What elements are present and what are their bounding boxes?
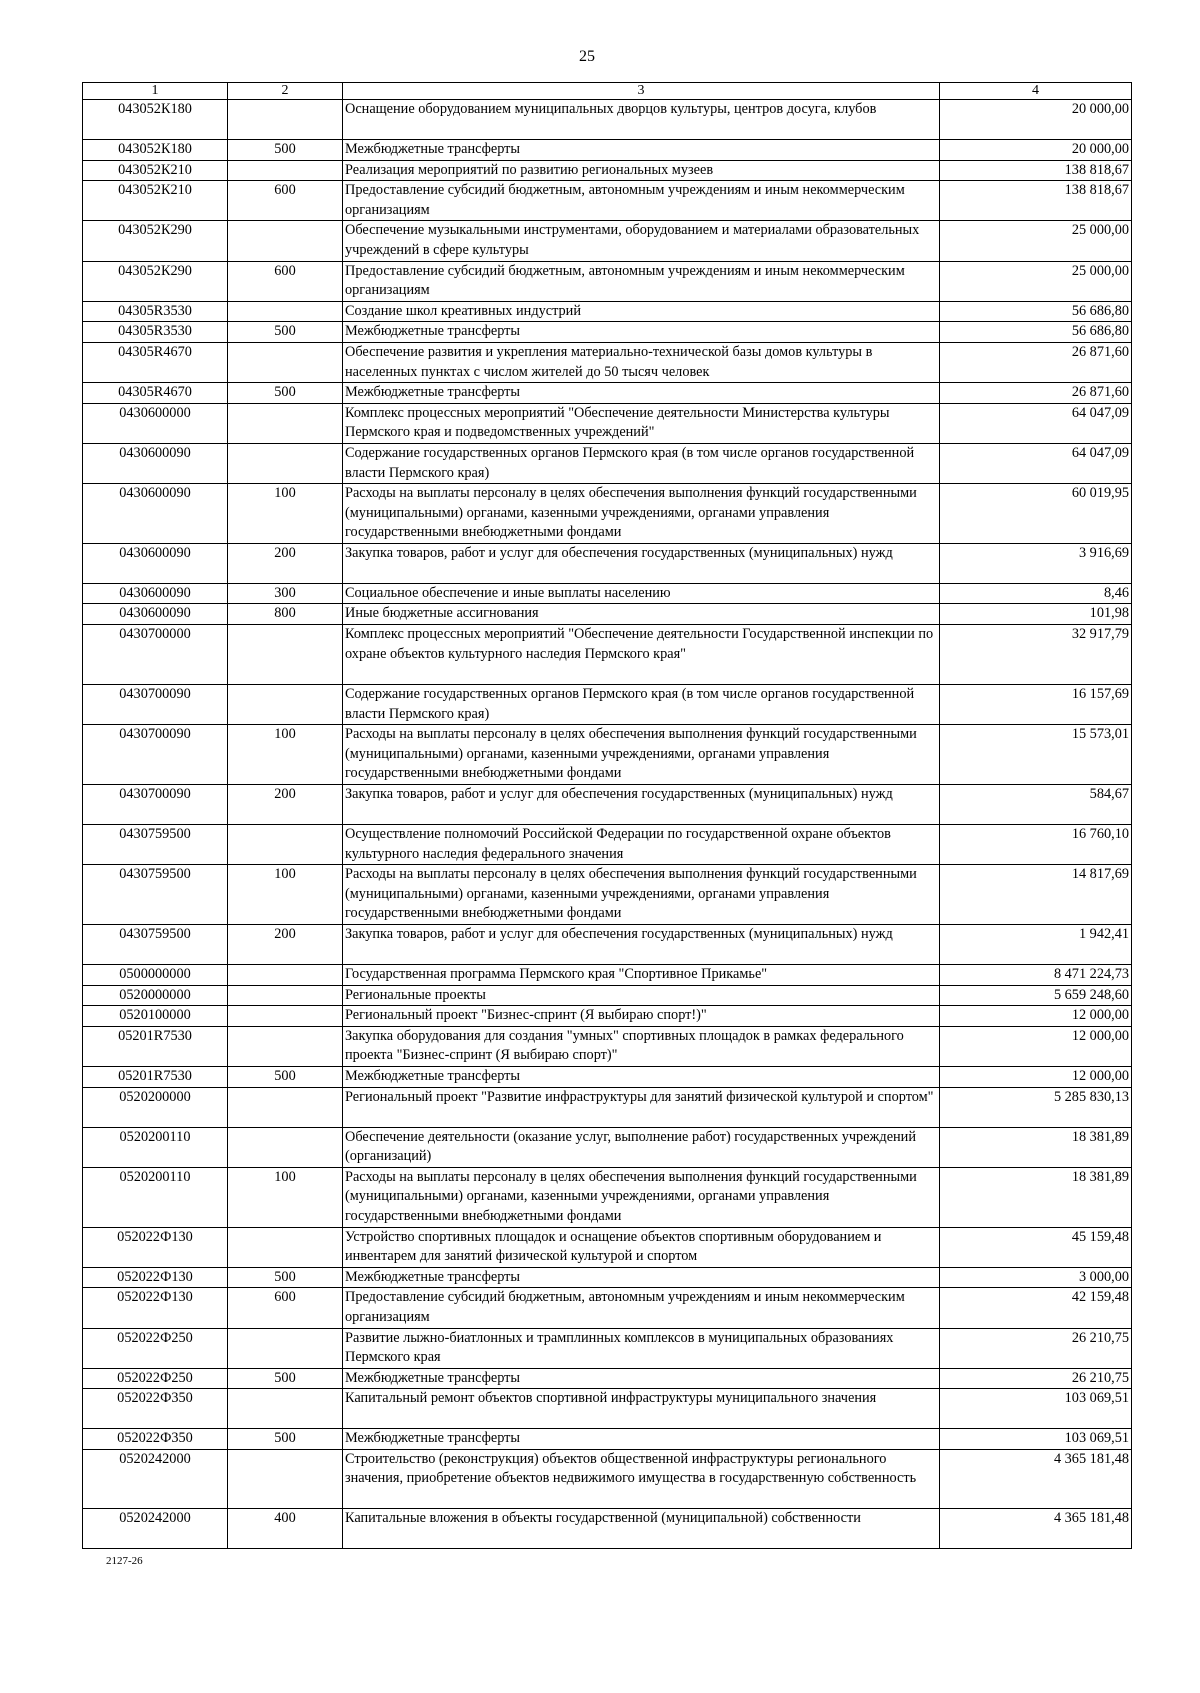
description-cell: Развитие лыжно-биатлонных и трамплинных комплексов в муниципальных образованиях Пермского края xyxy=(343,1328,940,1368)
target-code-cell: 04305R3530 xyxy=(83,301,228,322)
expense-type-cell xyxy=(228,221,343,261)
column-header-3: 3 xyxy=(343,83,940,100)
description-cell: Комплекс процессных мероприятий "Обеспечение деятельности Министерства культуры Пермского края и подведомственных учреждений" xyxy=(343,403,940,443)
expense-type-cell xyxy=(228,100,343,140)
amount-cell: 26 210,75 xyxy=(940,1368,1132,1389)
description-cell: Обеспечение развития и укрепления материально-технической базы домов культуры в населенных пунктах с числом жителей до 50 тысяч человек xyxy=(343,342,940,382)
table-row xyxy=(83,1429,1132,1450)
amount-cell: 138 818,67 xyxy=(940,160,1132,181)
table-row xyxy=(83,825,1132,865)
expense-type-cell xyxy=(228,160,343,181)
target-code-cell: 0430759500 xyxy=(83,865,228,925)
description-cell: Закупка оборудования для создания "умных" спортивных площадок в рамках федерального проекта "Бизнес-спринт (Я выбираю спорт)" xyxy=(343,1026,940,1066)
table-header-row xyxy=(83,83,1132,100)
table-row xyxy=(83,965,1132,986)
expense-type-cell xyxy=(228,342,343,382)
table-row xyxy=(83,685,1132,725)
amount-cell: 60 019,95 xyxy=(940,484,1132,544)
description-cell: Содержание государственных органов Пермского края (в том числе органов государственной власти Пермского края) xyxy=(343,685,940,725)
target-code-cell: 0430700090 xyxy=(83,685,228,725)
amount-cell: 26 871,60 xyxy=(940,383,1132,404)
target-code-cell: 0520242000 xyxy=(83,1449,228,1508)
column-header-1: 1 xyxy=(83,83,228,100)
table-row xyxy=(83,160,1132,181)
description-cell: Закупка товаров, работ и услуг для обеспечения государственных (муниципальных) нужд xyxy=(343,785,940,825)
table-row xyxy=(83,301,1132,322)
expense-type-cell xyxy=(228,1127,343,1167)
target-code-cell: 052022Ф130 xyxy=(83,1227,228,1267)
amount-cell: 56 686,80 xyxy=(940,301,1132,322)
description-cell: Расходы на выплаты персоналу в целях обеспечения выполнения функций государственными (муниципальными) органами, казенными учреждениями, органами управления государственными внебюджетными фондами xyxy=(343,484,940,544)
table-row xyxy=(83,1127,1132,1167)
expense-type-cell: 300 xyxy=(228,583,343,604)
expense-type-cell xyxy=(228,965,343,986)
table-row xyxy=(83,625,1132,685)
table-row xyxy=(83,1449,1132,1508)
amount-cell: 16 157,69 xyxy=(940,685,1132,725)
target-code-cell: 0430600090 xyxy=(83,484,228,544)
target-code-cell: 0430600090 xyxy=(83,583,228,604)
expense-type-cell: 500 xyxy=(228,1267,343,1288)
expense-type-cell: 500 xyxy=(228,1429,343,1450)
amount-cell: 12 000,00 xyxy=(940,1026,1132,1066)
description-cell: Закупка товаров, работ и услуг для обеспечения государственных (муниципальных) нужд xyxy=(343,925,940,965)
description-cell: Устройство спортивных площадок и оснащение объектов спортивным оборудованием и инвентарем для занятий физической культурой и спортом xyxy=(343,1227,940,1267)
amount-cell: 3 000,00 xyxy=(940,1267,1132,1288)
budget-table xyxy=(82,82,1132,1549)
table-row xyxy=(83,925,1132,965)
amount-cell: 45 159,48 xyxy=(940,1227,1132,1267)
table-row xyxy=(83,181,1132,221)
table-row xyxy=(83,725,1132,785)
table-row xyxy=(83,484,1132,544)
amount-cell: 32 917,79 xyxy=(940,625,1132,685)
table-row xyxy=(83,1167,1132,1227)
expense-type-cell: 100 xyxy=(228,725,343,785)
target-code-cell: 043052К210 xyxy=(83,181,228,221)
table-row xyxy=(83,100,1132,140)
amount-cell: 20 000,00 xyxy=(940,140,1132,161)
description-cell: Межбюджетные трансферты xyxy=(343,322,940,343)
amount-cell: 26 210,75 xyxy=(940,1328,1132,1368)
amount-cell: 138 818,67 xyxy=(940,181,1132,221)
description-cell: Государственная программа Пермского края "Спортивное Прикамье" xyxy=(343,965,940,986)
table-row xyxy=(83,1267,1132,1288)
amount-cell: 3 916,69 xyxy=(940,543,1132,583)
table-row xyxy=(83,604,1132,625)
table-row xyxy=(83,221,1132,261)
target-code-cell: 0430600090 xyxy=(83,604,228,625)
target-code-cell: 0430700090 xyxy=(83,725,228,785)
expense-type-cell xyxy=(228,1389,343,1429)
expense-type-cell: 500 xyxy=(228,1368,343,1389)
amount-cell: 18 381,89 xyxy=(940,1167,1132,1227)
table-row xyxy=(83,1026,1132,1066)
amount-cell: 64 047,09 xyxy=(940,403,1132,443)
amount-cell: 25 000,00 xyxy=(940,221,1132,261)
amount-cell: 42 159,48 xyxy=(940,1288,1132,1328)
description-cell: Региональный проект "Развитие инфраструктуры для занятий физической культурой и спортом" xyxy=(343,1087,940,1127)
table-row xyxy=(83,1087,1132,1127)
target-code-cell: 05201R7530 xyxy=(83,1066,228,1087)
description-cell: Иные бюджетные ассигнования xyxy=(343,604,940,625)
amount-cell: 1 942,41 xyxy=(940,925,1132,965)
expense-type-cell xyxy=(228,625,343,685)
amount-cell: 18 381,89 xyxy=(940,1127,1132,1167)
target-code-cell: 043052К180 xyxy=(83,100,228,140)
description-cell: Межбюджетные трансферты xyxy=(343,1066,940,1087)
amount-cell: 5 659 248,60 xyxy=(940,985,1132,1006)
table-row xyxy=(83,865,1132,925)
description-cell: Капитальные вложения в объекты государственной (муниципальной) собственности xyxy=(343,1508,940,1548)
amount-cell: 12 000,00 xyxy=(940,1066,1132,1087)
expense-type-cell: 200 xyxy=(228,543,343,583)
column-header-2: 2 xyxy=(228,83,343,100)
description-cell: Региональный проект "Бизнес-спринт (Я выбираю спорт!)" xyxy=(343,1006,940,1027)
target-code-cell: 043052К290 xyxy=(83,261,228,301)
expense-type-cell: 600 xyxy=(228,181,343,221)
description-cell: Расходы на выплаты персоналу в целях обеспечения выполнения функций государственными (муниципальными) органами, казенными учреждениями, органами управления государственными внебюджетными фондами xyxy=(343,725,940,785)
table-body xyxy=(83,100,1132,1549)
expense-type-cell: 500 xyxy=(228,140,343,161)
amount-cell: 5 285 830,13 xyxy=(940,1087,1132,1127)
description-cell: Закупка товаров, работ и услуг для обеспечения государственных (муниципальных) нужд xyxy=(343,543,940,583)
amount-cell: 14 817,69 xyxy=(940,865,1132,925)
expense-type-cell xyxy=(228,1026,343,1066)
target-code-cell: 0520200000 xyxy=(83,1087,228,1127)
expense-type-cell: 600 xyxy=(228,1288,343,1328)
amount-cell: 15 573,01 xyxy=(940,725,1132,785)
amount-cell: 25 000,00 xyxy=(940,261,1132,301)
amount-cell: 8,46 xyxy=(940,583,1132,604)
table-row xyxy=(83,1389,1132,1429)
description-cell: Реализация мероприятий по развитию региональных музеев xyxy=(343,160,940,181)
amount-cell: 56 686,80 xyxy=(940,322,1132,343)
expense-type-cell xyxy=(228,443,343,483)
description-cell: Межбюджетные трансферты xyxy=(343,383,940,404)
target-code-cell: 0430700000 xyxy=(83,625,228,685)
expense-type-cell: 100 xyxy=(228,484,343,544)
amount-cell: 12 000,00 xyxy=(940,1006,1132,1027)
expense-type-cell xyxy=(228,1449,343,1508)
description-cell: Осуществление полномочий Российской Федерации по государственной охране объектов культурного наследия федерального значения xyxy=(343,825,940,865)
column-header-4: 4 xyxy=(940,83,1132,100)
description-cell: Расходы на выплаты персоналу в целях обеспечения выполнения функций государственными (муниципальными) органами, казенными учреждениями, органами управления государственными внебюджетными фондами xyxy=(343,865,940,925)
amount-cell: 584,67 xyxy=(940,785,1132,825)
target-code-cell: 0520100000 xyxy=(83,1006,228,1027)
amount-cell: 20 000,00 xyxy=(940,100,1132,140)
target-code-cell: 043052К210 xyxy=(83,160,228,181)
target-code-cell: 043052К290 xyxy=(83,221,228,261)
expense-type-cell: 100 xyxy=(228,865,343,925)
target-code-cell: 0520200110 xyxy=(83,1167,228,1227)
target-code-cell: 043052К180 xyxy=(83,140,228,161)
expense-type-cell: 600 xyxy=(228,261,343,301)
target-code-cell: 05201R7530 xyxy=(83,1026,228,1066)
expense-type-cell xyxy=(228,1227,343,1267)
description-cell: Капитальный ремонт объектов спортивной инфраструктуры муниципального значения xyxy=(343,1389,940,1429)
description-cell: Комплекс процессных мероприятий "Обеспечение деятельности Государственной инспекции по охране объектов культурного наследия Пермского края" xyxy=(343,625,940,685)
target-code-cell: 0430600000 xyxy=(83,403,228,443)
amount-cell: 64 047,09 xyxy=(940,443,1132,483)
expense-type-cell: 100 xyxy=(228,1167,343,1227)
expense-type-cell xyxy=(228,1328,343,1368)
amount-cell: 26 871,60 xyxy=(940,342,1132,382)
expense-type-cell: 400 xyxy=(228,1508,343,1548)
table-row xyxy=(83,261,1132,301)
expense-type-cell xyxy=(228,1087,343,1127)
table-row xyxy=(83,543,1132,583)
target-code-cell: 052022Ф250 xyxy=(83,1368,228,1389)
description-cell: Предоставление субсидий бюджетным, автономным учреждениям и иным некоммерческим организациям xyxy=(343,1288,940,1328)
target-code-cell: 0520000000 xyxy=(83,985,228,1006)
amount-cell: 16 760,10 xyxy=(940,825,1132,865)
target-code-cell: 04305R4670 xyxy=(83,383,228,404)
target-code-cell: 052022Ф130 xyxy=(83,1288,228,1328)
expense-type-cell xyxy=(228,1006,343,1027)
table-row xyxy=(83,140,1132,161)
target-code-cell: 052022Ф350 xyxy=(83,1389,228,1429)
amount-cell: 103 069,51 xyxy=(940,1389,1132,1429)
target-code-cell: 0430700090 xyxy=(83,785,228,825)
table-row xyxy=(83,985,1132,1006)
target-code-cell: 0430600090 xyxy=(83,543,228,583)
target-code-cell: 04305R4670 xyxy=(83,342,228,382)
description-cell: Предоставление субсидий бюджетным, автономным учреждениям и иным некоммерческим организациям xyxy=(343,181,940,221)
amount-cell: 4 365 181,48 xyxy=(940,1508,1132,1548)
target-code-cell: 0430759500 xyxy=(83,825,228,865)
description-cell: Межбюджетные трансферты xyxy=(343,140,940,161)
description-cell: Строительство (реконструкция) объектов общественной инфраструктуры регионального значения, приобретение объектов недвижимого имущества в государственную собственность xyxy=(343,1449,940,1508)
table-row xyxy=(83,1288,1132,1328)
target-code-cell: 0430600090 xyxy=(83,443,228,483)
target-code-cell: 0500000000 xyxy=(83,965,228,986)
document-id: 2127-26 xyxy=(106,1555,143,1567)
amount-cell: 101,98 xyxy=(940,604,1132,625)
description-cell: Обеспечение музыкальными инструментами, оборудованием и материалами образовательных учреждений в сфере культуры xyxy=(343,221,940,261)
amount-cell: 103 069,51 xyxy=(940,1429,1132,1450)
expense-type-cell: 500 xyxy=(228,322,343,343)
description-cell: Межбюджетные трансферты xyxy=(343,1429,940,1450)
description-cell: Межбюджетные трансферты xyxy=(343,1267,940,1288)
amount-cell: 4 365 181,48 xyxy=(940,1449,1132,1508)
table-row xyxy=(83,403,1132,443)
description-cell: Обеспечение деятельности (оказание услуг, выполнение работ) государственных учреждений (организаций) xyxy=(343,1127,940,1167)
target-code-cell: 0520200110 xyxy=(83,1127,228,1167)
expense-type-cell xyxy=(228,301,343,322)
page-number: 25 xyxy=(579,48,595,65)
table-row xyxy=(83,1006,1132,1027)
expense-type-cell xyxy=(228,685,343,725)
amount-cell: 8 471 224,73 xyxy=(940,965,1132,986)
target-code-cell: 04305R3530 xyxy=(83,322,228,343)
expense-type-cell: 800 xyxy=(228,604,343,625)
description-cell: Расходы на выплаты персоналу в целях обеспечения выполнения функций государственными (муниципальными) органами, казенными учреждениями, органами управления государственными внебюджетными фондами xyxy=(343,1167,940,1227)
description-cell: Социальное обеспечение и иные выплаты населению xyxy=(343,583,940,604)
table-row xyxy=(83,1368,1132,1389)
target-code-cell: 052022Ф130 xyxy=(83,1267,228,1288)
table-row xyxy=(83,1227,1132,1267)
description-cell: Оснащение оборудованием муниципальных дворцов культуры, центров досуга, клубов xyxy=(343,100,940,140)
description-cell: Региональные проекты xyxy=(343,985,940,1006)
table-row xyxy=(83,383,1132,404)
table-row xyxy=(83,583,1132,604)
expense-type-cell xyxy=(228,825,343,865)
table-row xyxy=(83,322,1132,343)
expense-type-cell xyxy=(228,403,343,443)
table-row xyxy=(83,1508,1132,1548)
target-code-cell: 052022Ф350 xyxy=(83,1429,228,1450)
table-row xyxy=(83,443,1132,483)
target-code-cell: 0430759500 xyxy=(83,925,228,965)
description-cell: Предоставление субсидий бюджетным, автономным учреждениям и иным некоммерческим организациям xyxy=(343,261,940,301)
expense-type-cell: 500 xyxy=(228,1066,343,1087)
table-row xyxy=(83,1066,1132,1087)
description-cell: Создание школ креативных индустрий xyxy=(343,301,940,322)
target-code-cell: 0520242000 xyxy=(83,1508,228,1548)
description-cell: Межбюджетные трансферты xyxy=(343,1368,940,1389)
expense-type-cell xyxy=(228,985,343,1006)
expense-type-cell: 200 xyxy=(228,925,343,965)
description-cell: Содержание государственных органов Пермского края (в том числе органов государственной власти Пермского края) xyxy=(343,443,940,483)
table-row xyxy=(83,342,1132,382)
target-code-cell: 052022Ф250 xyxy=(83,1328,228,1368)
expense-type-cell: 500 xyxy=(228,383,343,404)
table-row xyxy=(83,785,1132,825)
expense-type-cell: 200 xyxy=(228,785,343,825)
table-row xyxy=(83,1328,1132,1368)
